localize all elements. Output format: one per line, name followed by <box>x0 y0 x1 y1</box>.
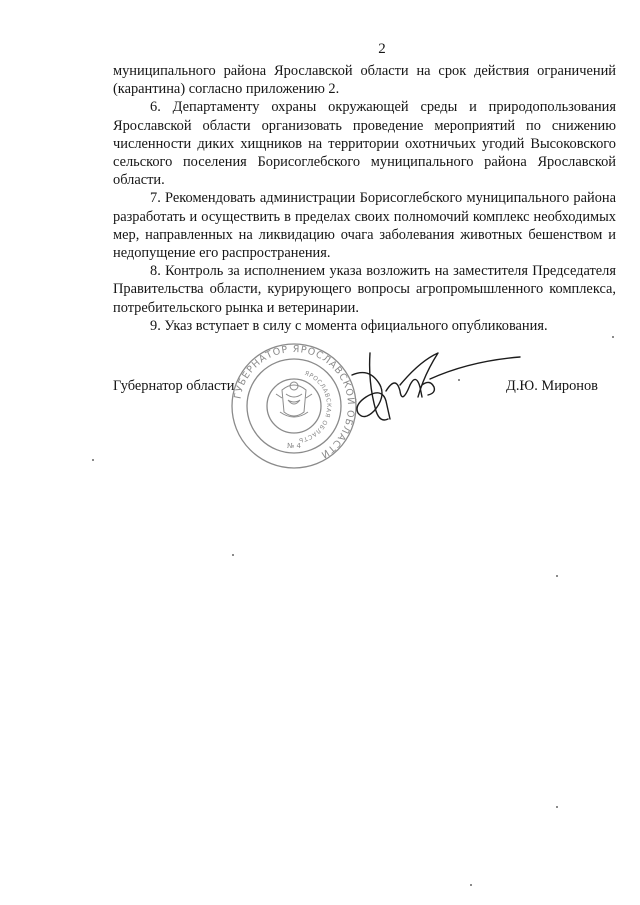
scan-speck <box>556 575 558 577</box>
paragraph-item-9: 9. Указ вступает в силу с момента официального опубликования. <box>150 317 548 334</box>
scan-speck <box>470 884 472 886</box>
handwritten-signature <box>330 345 530 440</box>
svg-text:ЯРОСЛАВСКАЯ ОБЛАСТЬ <box>298 370 332 444</box>
paragraph-item-7: 7. Рекомендовать администрации Борисоглебского муниципального района разработать и осуществить в пределах своих полномочий комплекс необходимых мер, направленных на ликвидацию очага заболевания животных бешенством и недопущение его распространения. <box>113 190 616 262</box>
scan-speck <box>232 554 234 556</box>
document-body <box>113 62 616 335</box>
seal-number: № 4 <box>287 442 301 450</box>
paragraph-continuation: муниципального района Ярославской области на срок действия ограничений (карантина) согласно приложению 2. <box>113 63 616 98</box>
scan-speck <box>556 806 558 808</box>
seal-outer-text: ГУБЕРНАТОР ЯРОСЛАВСКОЙ ОБЛАСТИ <box>232 343 357 461</box>
scan-speck <box>458 379 460 381</box>
scan-speck <box>92 459 94 461</box>
official-seal-stamp <box>230 342 358 470</box>
seal-inner-text: ЯРОСЛАВСКАЯ ОБЛАСТЬ <box>297 369 333 444</box>
page-number: 2 <box>378 41 386 57</box>
signatory-position: Губернатор области <box>113 378 235 394</box>
signatory-name: Д.Ю. Миронов <box>506 378 598 394</box>
paragraph-item-6: 6. Департаменту охраны окружающей среды и природопользования Ярославской области организовать проведение мероприятий по снижению численности диких хищников на территории охотничьих угодий Высоковского сельского поселения Борисоглебского муниципального района Ярославской области. <box>113 99 616 189</box>
coat-of-arms-icon <box>276 382 312 417</box>
paragraph-item-8: 8. Контроль за исполнением указа возложить на заместителя Председателя Правительства области, курирующего вопросы агропромышленного комплекса, потребительского рынка и ветеринарии. <box>113 263 616 316</box>
scan-speck <box>612 336 614 338</box>
svg-text:ГУБЕРНАТОР ЯРОСЛАВСКОЙ ОБЛАСТИ <box>232 344 357 460</box>
